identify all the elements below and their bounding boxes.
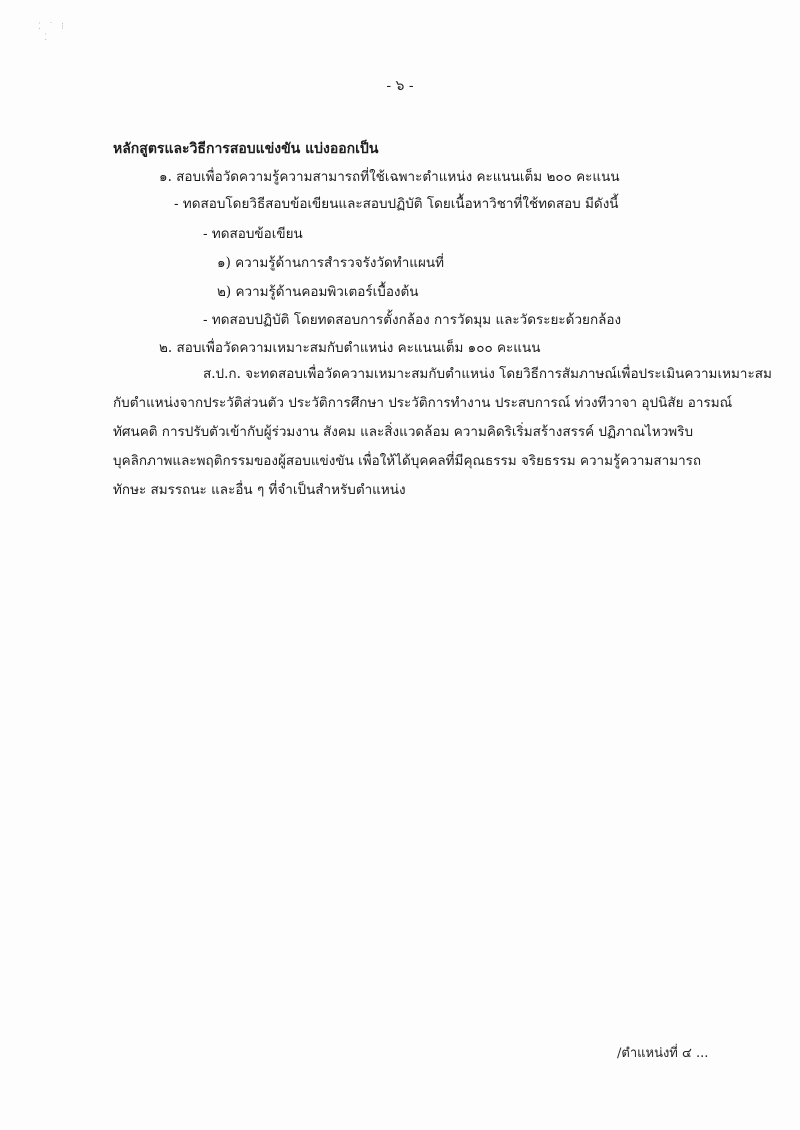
written-item-1: ๑) ความรู้ด้านการสำรวจรังวัดทำแผนที่ bbox=[217, 255, 445, 271]
written-test-label: - ทดสอบข้อเขียน bbox=[203, 226, 303, 242]
scan-artifact-mark: ⁚ ˙ ⁝ ⁚ bbox=[38, 22, 65, 43]
section-2-paragraph-line: ทัศนคติ การปรับตัวเข้ากับผู้ร่วมงาน สังคม และสิ่งแวดล้อม ความคิดริเริ่มสร้างสรรค์ ปฏิภาณไหวพริบ bbox=[113, 424, 694, 440]
section-2-title: ๒. สอบเพื่อวัดความเหมาะสมกับตำแหน่ง คะแนนเต็ม ๑๐๐ คะแนน bbox=[159, 340, 541, 356]
practical-test-line: - ทดสอบปฏิบัติ โดยทดสอบการตั้งกล้อง การวัดมุม และวัดระยะด้วยกล้อง bbox=[203, 312, 622, 328]
continuation-note: /ตำแหน่งที่ ๔ ... bbox=[617, 1046, 709, 1061]
section-2-paragraph-line: ส.ป.ก. จะทดสอบเพื่อวัดความเหมาะสมกับตำแหน่ง โดยวิธีการสัมภาษณ์เพื่อประเมินความเหมาะสม bbox=[203, 366, 772, 382]
section-1-title: ๑. สอบเพื่อวัดความรู้ความสามารถที่ใช้เฉพาะตำแหน่ง คะแนนเต็ม ๒๐๐ คะแนน bbox=[159, 169, 620, 185]
section-1-method: - ทดสอบโดยวิธีสอบข้อเขียนและสอบปฏิบัติ โดยเนื้อหาวิชาที่ใช้ทดสอบ มีดังนี้ bbox=[174, 196, 619, 212]
section-2-paragraph-line: บุคลิกภาพและพฤติกรรมของผู้สอบแข่งขัน เพื่อให้ได้บุคคลที่มีคุณธรรม จริยธรรม ความรู้ความสามารถ bbox=[113, 453, 702, 469]
section-2-paragraph-line: กับตำแหน่งจากประวัติส่วนตัว ประวัติการศึกษา ประวัติการทำงาน ประสบการณ์ ท่วงทีวาจา อุปนิสัย อารมณ์ bbox=[113, 395, 733, 411]
section-2-paragraph-line: ทักษะ สมรรถนะ และอื่น ๆ ที่จำเป็นสำหรับตำแหน่ง bbox=[113, 482, 406, 498]
written-item-2: ๒) ความรู้ด้านคอมพิวเตอร์เบื้องต้น bbox=[217, 284, 419, 300]
exam-curriculum-heading: หลักสูตรและวิธีการสอบแข่งขัน แบ่งออกเป็น bbox=[113, 141, 379, 157]
page-number: - ๖ - bbox=[386, 78, 414, 94]
